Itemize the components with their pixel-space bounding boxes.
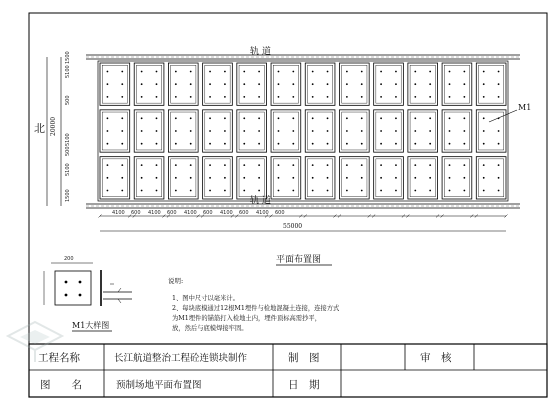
gap-dimension: 600 <box>239 210 249 216</box>
made-by-label: 制 图 <box>288 352 320 364</box>
slab-module <box>476 63 506 105</box>
module-width-dimension: 4100 <box>256 210 269 216</box>
plan-title: 平面布置图 <box>276 255 322 265</box>
row-dimension: 5100 <box>65 133 71 146</box>
slab-module <box>408 110 438 152</box>
row-dimension: 500 <box>65 146 71 156</box>
slab-module <box>374 110 404 152</box>
column-dimensions <box>99 210 508 218</box>
module-width-dimension: 4100 <box>184 210 197 216</box>
gap-dimension: 600 <box>275 210 285 216</box>
project-name-label: 工程名称 <box>38 352 80 364</box>
track-label-bottom: 轨 道 <box>250 196 271 206</box>
slab-module <box>408 157 438 199</box>
track-label-top: 轨 道 <box>250 47 271 57</box>
plan-boundary <box>98 61 508 201</box>
notes-line-4: 放，然后与底模焊接牢固。 <box>172 325 248 332</box>
row-dimension: 1500 <box>65 51 71 64</box>
slab-module <box>203 63 233 105</box>
review-label: 审 核 <box>420 352 452 364</box>
row-dimensions <box>65 51 71 202</box>
slab-module <box>374 63 404 105</box>
slab-module <box>271 157 301 199</box>
slab-module <box>374 157 404 199</box>
drawing-name-value: 预制场地平面布置图 <box>116 380 202 391</box>
slab-module <box>305 110 335 152</box>
sheet-border <box>29 13 547 397</box>
gap-dimension: 600 <box>167 210 177 216</box>
gap-dimension: 600 <box>203 210 213 216</box>
module-width-dimension: 4100 <box>220 210 233 216</box>
slab-module <box>168 63 198 105</box>
slab-module <box>100 63 130 105</box>
slab-module <box>237 157 267 199</box>
slab-module <box>339 157 369 199</box>
slab-module <box>203 110 233 152</box>
notes-heading: 说明: <box>168 277 184 285</box>
slab-module <box>203 157 233 199</box>
row-dimension: 5100 <box>65 65 71 78</box>
notes-line-2: 2、每块底模通过12根M1埋件与检地混凝土连接，连接方式 <box>172 305 340 312</box>
row-dimension: 1500 <box>65 189 71 202</box>
slab-module <box>271 110 301 152</box>
slab-module <box>442 157 472 199</box>
notes-line-1: 1、图中尺寸以毫米计。 <box>172 295 239 302</box>
track-band-top <box>86 55 520 59</box>
slab-module <box>237 110 267 152</box>
slab-module <box>271 63 301 105</box>
m1-leader-line <box>489 110 517 122</box>
m1-detail-drawing <box>44 256 132 306</box>
slab-module <box>442 63 472 105</box>
slab-module <box>134 110 164 152</box>
slab-module <box>237 63 267 105</box>
total-width-dimension: 55000 <box>283 223 303 230</box>
slab-module <box>168 110 198 152</box>
notes-line-3: 为M1埋件的锚筋打入检地土内，埋件顶标高需抄平， <box>172 315 321 322</box>
m1-marker-label: M1 <box>518 103 532 112</box>
gap-dimension: 600 <box>131 210 141 216</box>
row-dimension: 5100 <box>65 163 71 176</box>
watermark-logo <box>0 318 70 366</box>
module-width-dimension: 4100 <box>148 210 161 216</box>
slab-module <box>476 157 506 199</box>
slab-module <box>100 110 130 152</box>
slab-module <box>134 63 164 105</box>
date-label: 日 期 <box>288 379 320 391</box>
north-label: 北 <box>34 122 45 135</box>
slab-module <box>134 157 164 199</box>
precast-yard-plan <box>98 61 508 201</box>
drawing-name-label: 图 名 <box>40 379 82 391</box>
row-dimension: 500 <box>65 95 71 105</box>
detail-title: M1大样图 <box>72 321 110 330</box>
track-band-bottom <box>86 204 520 208</box>
detail-top-dimension: 200 <box>64 256 74 262</box>
slab-module <box>476 110 506 152</box>
project-name-value: 长江航道整治工程砼连锁块制作 <box>114 353 248 364</box>
height-dimension: 20000 <box>50 116 57 136</box>
slab-module <box>100 157 130 199</box>
slab-module <box>305 63 335 105</box>
slab-module <box>339 63 369 105</box>
slab-module <box>408 63 438 105</box>
module-width-dimension: 4100 <box>112 210 125 216</box>
slab-module <box>305 157 335 199</box>
slab-module <box>442 110 472 152</box>
slab-module <box>168 157 198 199</box>
slab-module <box>339 110 369 152</box>
